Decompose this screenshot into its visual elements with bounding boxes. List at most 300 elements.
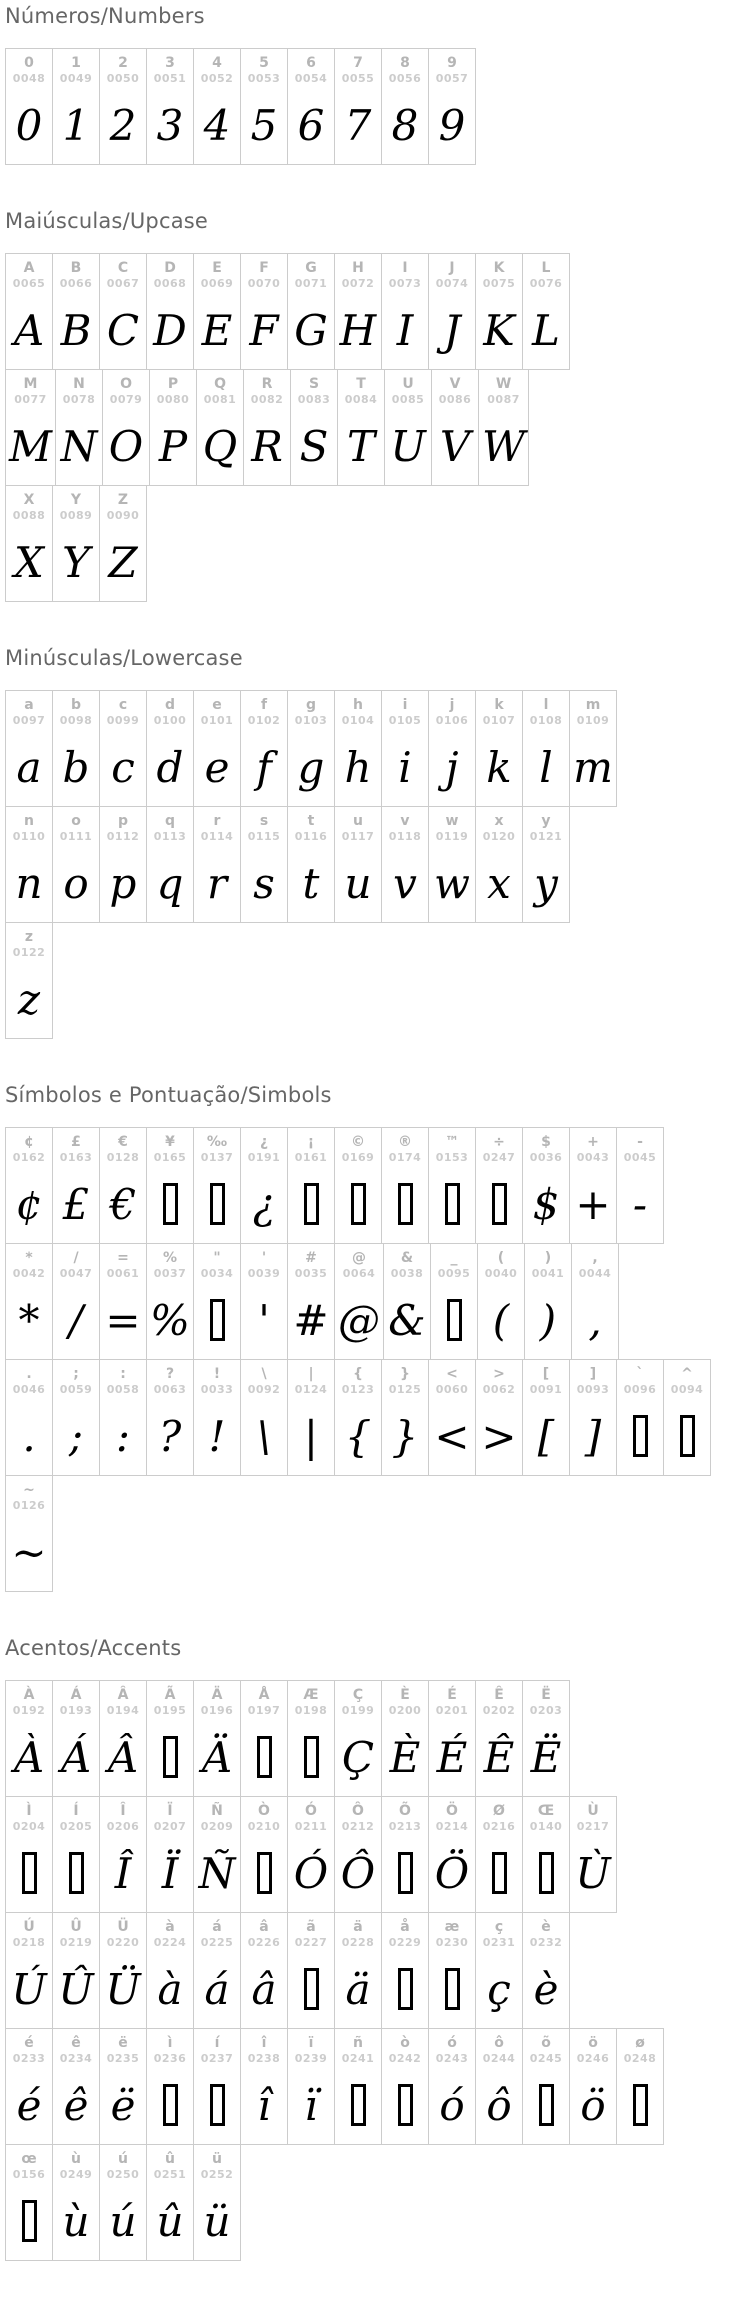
char-code: 0067: [106, 277, 140, 290]
missing-glyph-box: [398, 1852, 413, 1894]
char-label: Í: [73, 1803, 79, 1819]
char-code: 0233: [12, 2052, 46, 2065]
glyph-cell: [381, 1127, 429, 1244]
char-code: 0057: [435, 72, 469, 85]
char-code: 0174: [388, 1151, 422, 1164]
char-glyph: K: [483, 305, 515, 355]
char-glyph: 4: [203, 100, 231, 150]
glyph-cell: [193, 1127, 241, 1244]
char-label: p: [117, 813, 129, 829]
char-label: r: [213, 813, 221, 829]
glyph-cell: [102, 369, 150, 486]
glyph-cell: [428, 1127, 476, 1244]
char-glyph: S: [299, 421, 329, 471]
char-glyph: Ó: [293, 1848, 329, 1898]
char-glyph: [304, 1718, 319, 1796]
char-glyph: î: [257, 2080, 271, 2130]
missing-glyph-box: [445, 1183, 460, 1225]
char-label: P: [167, 376, 179, 392]
missing-glyph-box: [257, 1852, 272, 1894]
char-code: 0236: [153, 2052, 187, 2065]
missing-glyph-box: [633, 2084, 648, 2126]
char-label: Ô: [352, 1803, 364, 1819]
glyph-cell: [5, 1127, 53, 1244]
glyph-cell: [428, 1359, 476, 1476]
glyph-cell: [52, 1243, 100, 1360]
char-glyph: ~: [11, 1527, 47, 1577]
char-label: v: [400, 813, 410, 829]
glyph-row: [5, 369, 730, 486]
missing-glyph-box: [304, 1183, 319, 1225]
char-label: Å: [258, 1687, 270, 1703]
glyph-cell: [290, 369, 338, 486]
glyph-cell: [287, 1680, 335, 1797]
glyph-cell: [99, 1243, 147, 1360]
char-glyph: f: [256, 742, 272, 792]
char-code: 0153: [435, 1151, 469, 1164]
glyph-cell: [52, 1912, 100, 2029]
char-glyph: 8: [391, 100, 419, 150]
glyph-cell: [477, 1243, 525, 1360]
char-label: B: [70, 260, 82, 276]
char-label: j: [449, 697, 455, 713]
char-code: 0124: [294, 1383, 328, 1396]
char-code: 0086: [438, 393, 472, 406]
glyph-cell: [196, 369, 244, 486]
char-code: 0196: [200, 1704, 234, 1717]
char-glyph: [445, 1165, 460, 1243]
char-label: Ï: [167, 1803, 173, 1819]
char-code: 0123: [341, 1383, 375, 1396]
char-glyph: ù: [62, 2196, 90, 2246]
glyph-cell: [334, 2028, 382, 2145]
char-code: 0084: [344, 393, 378, 406]
glyph-table-lowercase: [5, 690, 730, 1039]
char-glyph: ,: [588, 1295, 602, 1345]
glyph-cell: [240, 1127, 288, 1244]
char-glyph: <: [434, 1411, 470, 1461]
char-label: <: [446, 1366, 458, 1382]
glyph-cell: [287, 1359, 335, 1476]
char-label: ¡: [307, 1134, 315, 1150]
char-glyph: ç: [487, 1964, 511, 2014]
char-code: 0128: [106, 1151, 140, 1164]
glyph-cell: [99, 1912, 147, 2029]
char-label: ì: [167, 2035, 173, 2051]
char-code: 0051: [153, 72, 187, 85]
missing-glyph-box: [163, 2084, 178, 2126]
char-code: 0049: [59, 72, 93, 85]
glyph-cell: [478, 369, 529, 486]
char-label: M: [23, 376, 38, 392]
char-code: 0232: [529, 1936, 563, 1949]
char-label: Ä: [211, 1687, 223, 1703]
char-glyph: ¿: [252, 1179, 276, 1229]
char-label: Á: [70, 1687, 82, 1703]
char-code: 0140: [529, 1820, 563, 1833]
missing-glyph-box: [680, 1415, 695, 1457]
char-code: 0219: [59, 1936, 93, 1949]
char-glyph: ë: [110, 2080, 136, 2130]
char-label: Õ: [399, 1803, 411, 1819]
glyph-cell: [52, 2028, 100, 2145]
char-code: 0193: [59, 1704, 93, 1717]
char-glyph: X: [14, 537, 44, 587]
char-glyph: È: [389, 1732, 421, 1782]
glyph-cell: [146, 1127, 194, 1244]
glyph-cell: [522, 690, 570, 807]
char-code: 0122: [12, 946, 46, 959]
glyph-row: [5, 922, 730, 1039]
glyph-cell: [99, 2144, 147, 2261]
char-label: ‰: [206, 1134, 228, 1150]
char-glyph: [398, 1165, 413, 1243]
glyph-cell: [5, 1359, 53, 1476]
glyph-cell: [193, 2028, 241, 2145]
char-code: 0117: [341, 830, 375, 843]
char-label: [: [542, 1366, 550, 1382]
glyph-cell: [337, 369, 385, 486]
char-code: 0040: [484, 1267, 518, 1280]
char-label: i: [402, 697, 408, 713]
char-glyph: D: [153, 305, 187, 355]
char-glyph: À: [13, 1732, 45, 1782]
char-label: Ø: [493, 1803, 505, 1819]
missing-glyph-box: [22, 2200, 37, 2242]
char-glyph: z: [17, 974, 41, 1024]
char-glyph: W: [482, 421, 526, 471]
missing-glyph-box: [492, 1852, 507, 1894]
glyph-cell: [52, 2144, 100, 2261]
char-glyph: 7: [344, 100, 372, 150]
char-glyph: ï: [304, 2080, 318, 2130]
char-label: À: [23, 1687, 35, 1703]
char-glyph: [69, 1834, 84, 1912]
char-code: 0237: [200, 2052, 234, 2065]
char-glyph: ¢: [15, 1179, 43, 1229]
char-code: 0081: [203, 393, 237, 406]
char-code: 0217: [576, 1820, 610, 1833]
char-code: 0093: [576, 1383, 610, 1396]
char-code: 0077: [14, 393, 47, 406]
char-label: Œ: [537, 1803, 555, 1819]
char-code: 0120: [482, 830, 516, 843]
char-code: 0251: [153, 2168, 187, 2181]
glyph-cell: [569, 1127, 617, 1244]
glyph-cell: [475, 1127, 523, 1244]
char-code: 0229: [388, 1936, 422, 1949]
glyph-cell: [334, 1359, 382, 1476]
char-label: Â: [117, 1687, 129, 1703]
char-code: 0079: [109, 393, 143, 406]
char-glyph: [210, 1281, 225, 1359]
char-label: €: [118, 1134, 128, 1150]
char-label: S: [308, 376, 320, 392]
char-code: 0204: [12, 1820, 46, 1833]
char-code: 0110: [12, 830, 46, 843]
char-glyph: [163, 1718, 178, 1796]
glyph-row: [5, 1127, 730, 1244]
char-label: u: [353, 813, 363, 829]
char-code: 0214: [435, 1820, 469, 1833]
char-code: 0202: [482, 1704, 516, 1717]
char-label: q: [164, 813, 176, 829]
char-label: ': [261, 1250, 267, 1266]
char-label: E: [212, 260, 222, 276]
glyph-cell: [99, 1127, 147, 1244]
char-label: Y: [70, 492, 82, 508]
char-label: ù: [71, 2151, 81, 2167]
char-code: 0104: [341, 714, 375, 727]
char-code: 0047: [59, 1267, 93, 1280]
glyph-cell: [334, 1243, 384, 1360]
glyph-cell: [193, 2144, 241, 2261]
char-label: È: [400, 1687, 410, 1703]
glyph-row: [5, 1680, 730, 1797]
char-glyph: \: [256, 1411, 272, 1461]
char-glyph: ;: [68, 1411, 84, 1461]
char-glyph: u: [344, 858, 372, 908]
char-label: Ã: [164, 1687, 176, 1703]
char-glyph: :: [115, 1411, 131, 1461]
char-label: ~: [23, 1482, 35, 1498]
char-label: &: [400, 1250, 414, 1266]
char-code: 0062: [482, 1383, 516, 1396]
char-code: 0163: [59, 1151, 93, 1164]
char-code: 0199: [341, 1704, 375, 1717]
char-glyph: *: [18, 1295, 40, 1345]
char-label: ø: [635, 2035, 645, 2051]
glyph-cell: [240, 253, 288, 370]
section-title-numbers: Números/Numbers: [5, 4, 205, 28]
char-label: ç: [494, 1919, 504, 1935]
char-label: ]: [589, 1366, 597, 1382]
char-glyph: [398, 1950, 413, 2028]
char-glyph: i: [398, 742, 412, 792]
glyph-cell: [99, 690, 147, 807]
glyph-cell: [334, 1680, 382, 1797]
char-label: ã: [306, 1919, 316, 1935]
missing-glyph-box: [539, 1852, 554, 1894]
char-label: ©: [351, 1134, 365, 1150]
glyph-cell: [240, 1359, 288, 1476]
missing-glyph-box: [398, 1968, 413, 2010]
glyph-cell: [240, 806, 288, 923]
char-label: ñ: [353, 2035, 363, 2051]
char-glyph: c: [111, 742, 135, 792]
char-code: 0165: [153, 1151, 187, 1164]
glyph-cell: [146, 2028, 194, 2145]
char-code: 0246: [576, 2052, 610, 2065]
char-glyph: [398, 1834, 413, 1912]
char-code: 0109: [576, 714, 610, 727]
char-glyph: Q: [202, 421, 238, 471]
char-glyph: h: [344, 742, 372, 792]
char-code: 0103: [294, 714, 328, 727]
char-label: ô: [494, 2035, 504, 2051]
glyph-cell: [287, 1243, 335, 1360]
char-glyph: U: [390, 421, 426, 471]
char-glyph: [633, 1397, 648, 1475]
glyph-cell: [52, 48, 100, 165]
char-label: w: [445, 813, 459, 829]
char-glyph: [304, 1950, 319, 2028]
char-glyph: Z: [108, 537, 138, 587]
char-glyph: N: [60, 421, 98, 471]
char-code: 0242: [388, 2052, 422, 2065]
glyph-cell: [663, 1359, 711, 1476]
glyph-cell: [146, 1680, 194, 1797]
char-code: 0161: [294, 1151, 328, 1164]
glyph-cell: [287, 2028, 335, 2145]
char-label: ": [213, 1250, 221, 1266]
glyph-cell: [99, 806, 147, 923]
char-glyph: ô: [486, 2080, 512, 2130]
char-code: 0226: [247, 1936, 281, 1949]
missing-glyph-box: [69, 1852, 84, 1894]
char-code: 0038: [390, 1267, 424, 1280]
char-code: 0096: [623, 1383, 657, 1396]
char-glyph: r: [206, 858, 228, 908]
char-label: Ì: [26, 1803, 32, 1819]
char-label: /: [73, 1250, 79, 1266]
char-glyph: q: [156, 858, 184, 908]
char-code: 0238: [247, 2052, 281, 2065]
char-glyph: M: [9, 421, 53, 471]
char-glyph: Ô: [340, 1848, 376, 1898]
char-code: 0156: [12, 2168, 46, 2181]
char-glyph: &: [388, 1295, 426, 1345]
char-glyph: $: [532, 1179, 560, 1229]
glyph-cell: [569, 2028, 617, 2145]
char-code: 0080: [156, 393, 190, 406]
char-label: s: [259, 813, 269, 829]
glyph-cell: [99, 2028, 147, 2145]
glyph-row: [5, 253, 730, 370]
char-code: 0107: [482, 714, 516, 727]
char-code: 0106: [435, 714, 469, 727]
char-code: 0230: [435, 1936, 469, 1949]
char-code: 0035: [294, 1267, 328, 1280]
char-label: ë: [118, 2035, 128, 2051]
char-label: Q: [214, 376, 226, 392]
char-label: g: [305, 697, 317, 713]
char-glyph: J: [443, 305, 461, 355]
char-glyph: %: [150, 1295, 190, 1345]
glyph-cell: [522, 2028, 570, 2145]
glyph-cell: [475, 1796, 523, 1913]
char-code: 0099: [106, 714, 140, 727]
char-code: 0195: [153, 1704, 187, 1717]
char-glyph: x: [487, 858, 511, 908]
char-label: Ú: [23, 1919, 35, 1935]
char-label: î: [261, 2035, 267, 2051]
char-glyph: t: [302, 858, 320, 908]
glyph-cell: [52, 485, 100, 602]
char-label: k: [494, 697, 504, 713]
char-code: 0108: [529, 714, 563, 727]
char-code: 0094: [670, 1383, 704, 1396]
glyph-cell: [52, 1680, 100, 1797]
char-label: õ: [541, 2035, 551, 2051]
glyph-cell: [287, 806, 335, 923]
glyph-cell: [240, 48, 288, 165]
glyph-cell: [287, 1912, 335, 2029]
section-title-lowercase: Minúsculas/Lowercase: [5, 646, 243, 670]
char-glyph: 6: [297, 100, 325, 150]
char-code: 0216: [482, 1820, 516, 1833]
char-glyph: !: [208, 1411, 226, 1461]
char-glyph: a: [16, 742, 42, 792]
char-code: 0058: [106, 1383, 140, 1396]
glyph-row: [5, 1359, 730, 1476]
char-glyph: m: [573, 742, 613, 792]
glyph-cell: [475, 1912, 523, 2029]
glyph-cell: [428, 690, 476, 807]
char-label: ¿: [259, 1134, 269, 1150]
missing-glyph-box: [539, 2084, 554, 2126]
glyph-cell: [146, 48, 194, 165]
glyph-row: [5, 485, 730, 602]
glyph-cell: [616, 1359, 664, 1476]
char-glyph: Ñ: [198, 1848, 236, 1898]
glyph-cell: [524, 1243, 572, 1360]
char-label: Ê: [494, 1687, 504, 1703]
char-glyph: C: [106, 305, 140, 355]
char-code: 0206: [106, 1820, 140, 1833]
char-label: ¥: [165, 1134, 175, 1150]
char-glyph: g: [297, 742, 325, 792]
glyph-cell: [475, 690, 523, 807]
char-glyph: V: [439, 421, 471, 471]
glyph-cell: [146, 1243, 194, 1360]
char-label: å: [400, 1919, 410, 1935]
missing-glyph-box: [398, 1183, 413, 1225]
glyph-row: [5, 1475, 730, 1592]
char-label: ä: [353, 1919, 363, 1935]
char-code: 0053: [247, 72, 281, 85]
glyph-cell: [99, 253, 147, 370]
char-label: á: [212, 1919, 222, 1935]
char-code: 0075: [482, 277, 516, 290]
char-glyph: @: [338, 1295, 380, 1345]
glyph-cell: [475, 806, 523, 923]
glyph-cell: [334, 48, 382, 165]
char-glyph: d: [156, 742, 184, 792]
glyph-cell: [334, 1796, 382, 1913]
glyph-table-accents: [5, 1680, 730, 2261]
glyph-cell: [52, 253, 100, 370]
char-glyph: s: [253, 858, 275, 908]
char-glyph: [539, 2066, 554, 2144]
char-code: 0207: [153, 1820, 187, 1833]
char-code: 0092: [247, 1383, 281, 1396]
char-label: =: [117, 1250, 129, 1266]
char-code: 0076: [529, 277, 563, 290]
char-glyph: Â: [107, 1732, 139, 1782]
char-glyph: [351, 2066, 366, 2144]
glyph-row: [5, 48, 730, 165]
glyph-cell: [428, 253, 476, 370]
glyph-cell: [5, 485, 53, 602]
char-glyph: [304, 1165, 319, 1243]
glyph-cell: [381, 1680, 429, 1797]
char-label: \: [261, 1366, 267, 1382]
char-glyph: 3: [156, 100, 184, 150]
char-code: 0200: [388, 1704, 422, 1717]
char-glyph: [539, 1834, 554, 1912]
glyph-cell: [240, 690, 288, 807]
